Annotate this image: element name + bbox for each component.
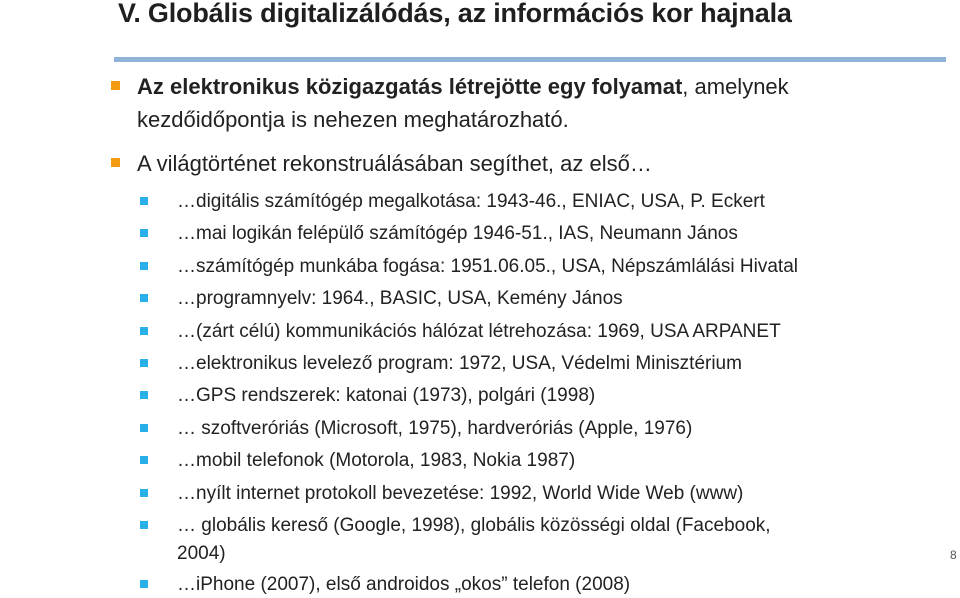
square-bullet-icon xyxy=(140,391,148,399)
point-1-line2-text: kezdőidőpontja is nehezen meghatározható. xyxy=(137,107,569,132)
list-item-text: …elektronikus levelező program: 1972, USA, Védelmi Minisztérium xyxy=(177,353,742,374)
square-bullet-icon xyxy=(140,294,148,302)
list-item-text: …programnyelv: 1964., BASIC, USA, Kemény János xyxy=(177,288,623,309)
square-bullet-icon xyxy=(140,489,148,497)
slide-title: V. Globális digitalizálódás, az információs kor hajnala xyxy=(118,0,792,28)
square-bullet-icon xyxy=(140,197,148,205)
point-2-text: A világtörténet rekonstruálásában segíthet, az első… xyxy=(137,151,652,176)
square-bullet-icon xyxy=(140,456,148,464)
list-item-text: …számítógép munkába fogása: 1951.06.05., USA, Népszámlálási Hivatal xyxy=(177,256,798,277)
list-item-text: …digitális számítógép megalkotása: 1943-46., ENIAC, USA, P. Eckert xyxy=(177,191,765,212)
list-item-text: …GPS rendszerek: katonai (1973), polgári (1998) xyxy=(177,385,596,406)
list-item-text: … globális kereső (Google, 1998), globális közösségi oldal (Facebook, xyxy=(177,515,771,536)
title-rule xyxy=(114,57,946,62)
page-number: 8 xyxy=(950,548,957,562)
square-bullet-icon xyxy=(111,158,120,167)
list-item-text: …iPhone (2007), első androidos „okos” telefon (2008) xyxy=(177,574,631,595)
square-bullet-icon xyxy=(140,424,148,432)
square-bullet-icon xyxy=(140,521,148,529)
square-bullet-icon xyxy=(140,262,148,270)
point-1-bold: Az elektronikus közigazgatás létrejötte egy folyamat xyxy=(137,74,683,99)
list-item-text: …nyílt internet protokoll bevezetése: 1992, World Wide Web (www) xyxy=(177,483,744,504)
point-1-text xyxy=(137,70,937,103)
square-bullet-icon xyxy=(140,327,148,335)
list-item-text: … szoftveróriás (Microsoft, 1975), hardveróriás (Apple, 1976) xyxy=(177,418,693,439)
square-bullet-icon xyxy=(140,359,148,367)
square-bullet-icon xyxy=(111,81,120,90)
list-item-text: 2004) xyxy=(177,543,226,564)
square-bullet-icon xyxy=(140,229,148,237)
list-item-text: …(zárt célú) kommunikációs hálózat létrehozása: 1969, USA ARPANET xyxy=(177,321,781,342)
square-bullet-icon xyxy=(140,580,148,588)
list-item-text: …mai logikán felépülő számítógép 1946-51., IAS, Neumann János xyxy=(177,223,738,244)
point-1-rest: , amelynek xyxy=(682,74,789,99)
list-item-text: …mobil telefonok (Motorola, 1983, Nokia 1987) xyxy=(177,450,576,471)
